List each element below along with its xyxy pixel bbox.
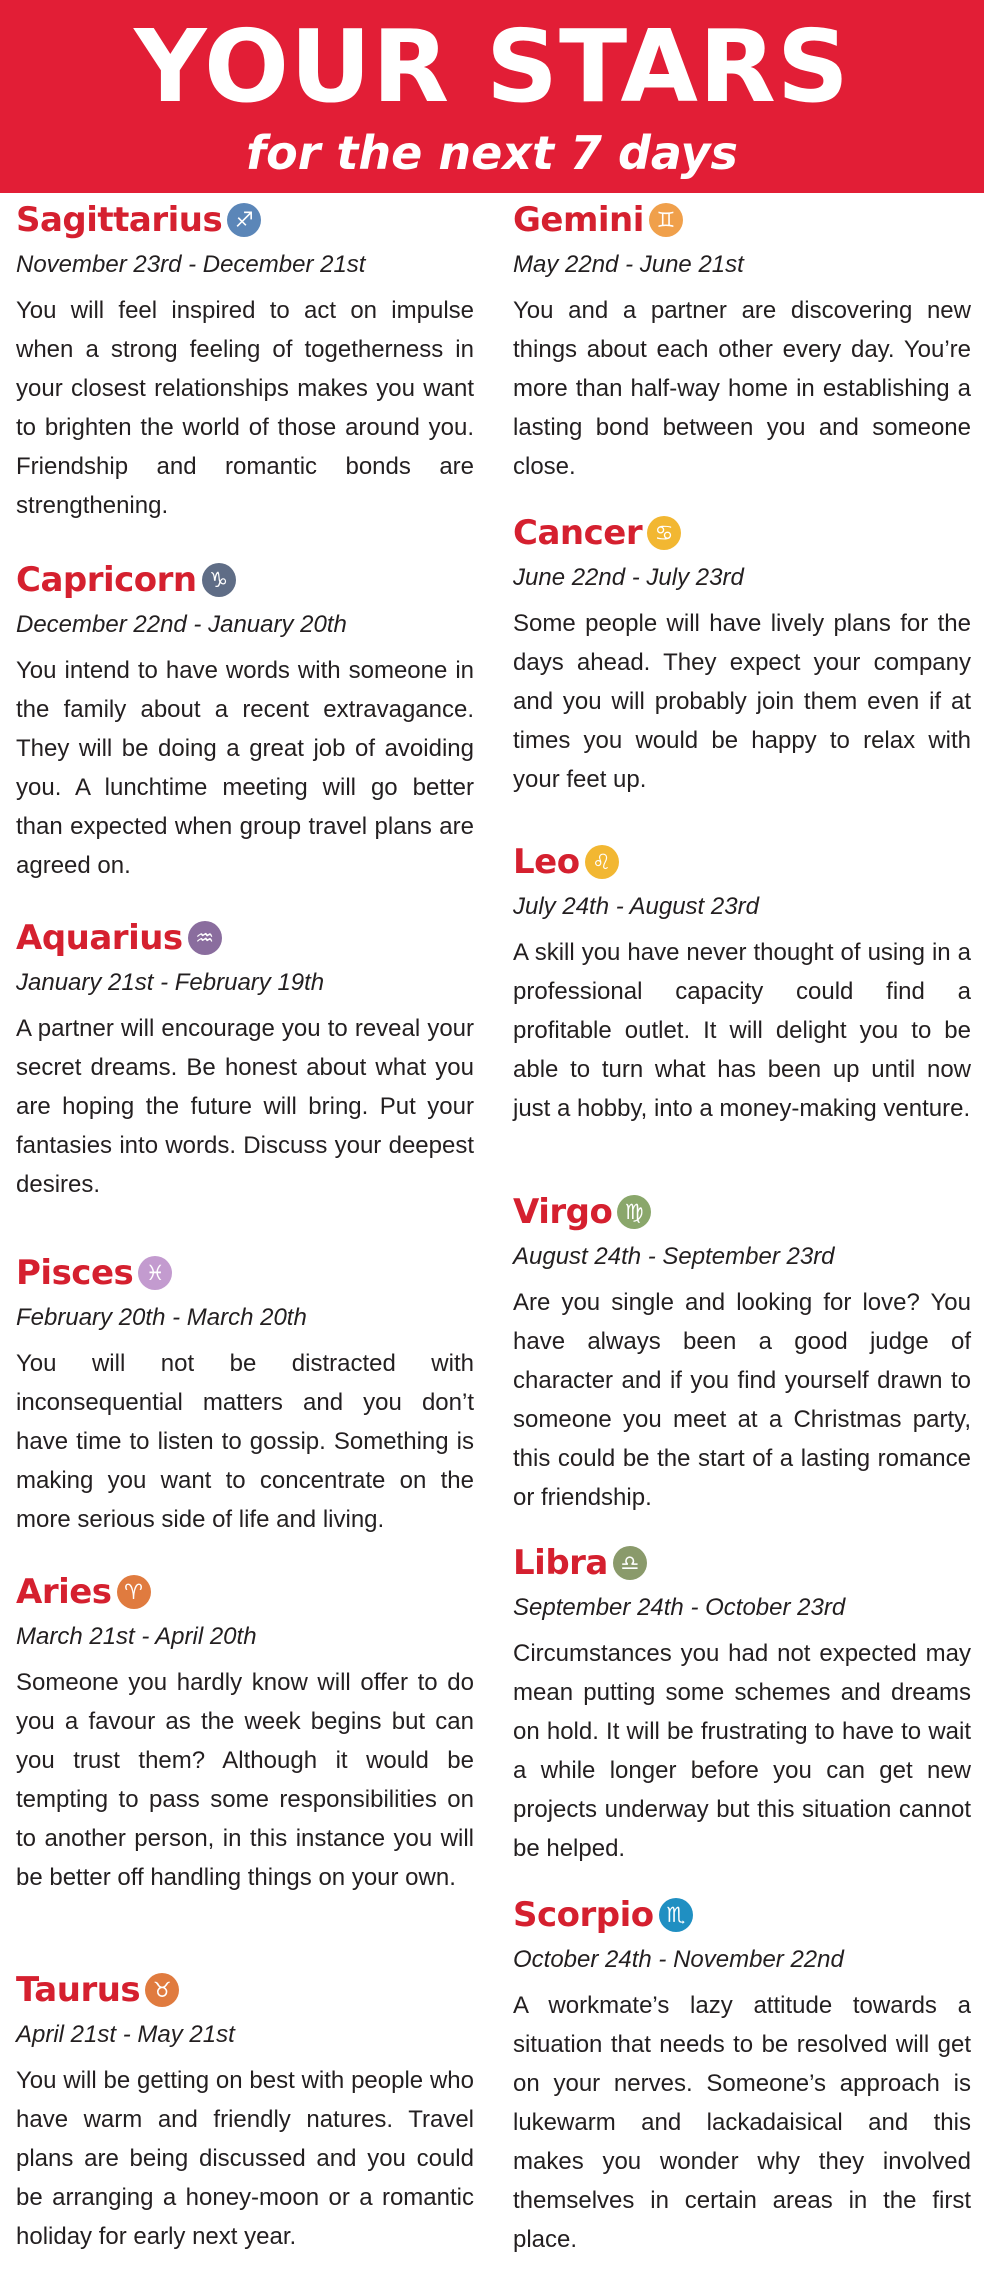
- sign-name: Virgo: [513, 1192, 613, 1232]
- sign-name: Gemini: [513, 200, 644, 240]
- sign-header: [16, 1963, 474, 2017]
- sign-header: [16, 553, 474, 607]
- virgo-icon: ♍: [617, 1195, 651, 1229]
- sign-forecast: Circumstances you had not expected may mean putting some schemes and dreams on hold. It will be frustrating to have to wait a while longer before you can get new projects underway but this situation cannot be helped.: [513, 1640, 971, 1862]
- sign-name: Leo: [513, 842, 580, 882]
- sign-dates: December 22nd - January 20th: [16, 611, 347, 638]
- sign-forecast: You and a partner are discovering new things about each other every day. You’re more than half-way home in establishing a lasting bond between you and someone close.: [513, 297, 971, 480]
- sign-cancer: [513, 506, 971, 799]
- header-banner: [0, 0, 984, 193]
- sign-header: [16, 1246, 474, 1300]
- sign-header: [16, 193, 474, 247]
- sign-header: [16, 911, 474, 965]
- sign-dates: September 24th - October 23rd: [513, 1594, 846, 1621]
- page-title: YOUR STARS: [134, 8, 850, 125]
- sign-pisces: [16, 1246, 474, 1539]
- sign-name: Cancer: [513, 513, 643, 553]
- sign-name: Capricorn: [16, 560, 197, 600]
- sign-forecast: You will not be distracted with inconsequential matters and you don’t have time to listen to gossip. Something is making you want to concentrate on the more serious side of life and living.: [16, 1350, 474, 1533]
- aries-icon: ♈: [117, 1575, 151, 1609]
- sign-dates: February 20th - March 20th: [16, 1304, 307, 1331]
- aquarius-icon: ♒: [188, 921, 222, 955]
- sign-name: Sagittarius: [16, 200, 223, 240]
- sign-name: Aquarius: [16, 918, 183, 958]
- sign-forecast: A workmate’s lazy attitude towards a situation that needs to be resolved will get on your nerves. Someone’s approach is lukewarm and lackadaisical and this makes you wonder why they involved themselves in certain areas in the first place.: [513, 1992, 971, 2253]
- sign-forecast: Someone you hardly know will offer to do you a favour as the week begins but can you trust them? Although it would be tempting to pass some responsibilities on to another person, in this instance you will be better off handling things on your own.: [16, 1669, 474, 1891]
- sign-dates: June 22nd - July 23rd: [513, 564, 744, 591]
- capricorn-icon: ♑: [202, 563, 236, 597]
- sign-scorpio: [513, 1888, 971, 2259]
- sign-dates: August 24th - September 23rd: [513, 1243, 835, 1270]
- scorpio-icon: ♏: [659, 1898, 693, 1932]
- sign-name: Aries: [16, 1572, 112, 1612]
- sagittarius-icon: ♐: [227, 203, 261, 237]
- sign-name: Scorpio: [513, 1895, 654, 1935]
- sign-dates: March 21st - April 20th: [16, 1623, 257, 1650]
- sign-dates: July 24th - August 23rd: [513, 893, 759, 920]
- sign-header: [513, 1536, 971, 1590]
- sign-aries: [16, 1565, 474, 1897]
- pisces-icon: ♓: [138, 1256, 172, 1290]
- sign-forecast: You will feel inspired to act on impulse when a strong feeling of togetherness in your closest relationships makes you want to brighten the world of those around you. Friendship and romantic bonds are strengthening.: [16, 297, 474, 519]
- sign-name: Pisces: [16, 1253, 134, 1293]
- sign-header: [513, 1888, 971, 1942]
- sign-dates: November 23rd - December 21st: [16, 251, 366, 278]
- sign-forecast: You will be getting on best with people who have warm and friendly natures. Travel plans are being discussed and you could be arranging a honey-moon or a romantic holiday for early next year.: [16, 2067, 474, 2250]
- taurus-icon: ♉: [145, 1973, 179, 2007]
- sign-forecast: Are you single and looking for love? You have always been a good judge of character and if you find yourself drawn to someone you meet at a Christmas party, this could be the start of a lasting romance or friendship.: [513, 1289, 971, 1511]
- sign-dates: May 22nd - June 21st: [513, 251, 744, 278]
- sign-header: [513, 506, 971, 560]
- sign-dates: April 21st - May 21st: [16, 2021, 235, 2048]
- sign-header: [513, 193, 971, 247]
- sign-name: Taurus: [16, 1970, 141, 2010]
- leo-icon: ♌: [585, 845, 619, 879]
- sign-header: [513, 835, 971, 889]
- sign-header: [513, 1185, 971, 1239]
- sign-forecast: A partner will encourage you to reveal your secret dreams. Be honest about what you are hoping the future will bring. Put your fantasies into words. Discuss your deepest desires.: [16, 1015, 474, 1198]
- sign-capricorn: [16, 553, 474, 885]
- sign-aquarius: [16, 911, 474, 1204]
- sign-leo: [513, 835, 971, 1128]
- gemini-icon: ♊: [649, 203, 683, 237]
- cancer-icon: ♋: [647, 516, 681, 550]
- sign-forecast: A skill you have never thought of using in a professional capacity could find a profitable outlet. It will delight you to be able to turn what has been up until now just a hobby, into a money-making venture.: [513, 939, 971, 1122]
- sign-forecast: You intend to have words with someone in the family about a recent extravagance. They will be doing a great job of avoiding you. A lunchtime meeting will go better than expected when group travel plans are agreed on.: [16, 657, 474, 879]
- libra-icon: ♎: [613, 1546, 647, 1580]
- sign-dates: October 24th - November 22nd: [513, 1946, 844, 1973]
- sign-forecast: Some people will have lively plans for the days ahead. They expect your company and you will probably join them even if at times you would be happy to relax with your feet up.: [513, 610, 971, 793]
- sign-taurus: [16, 1963, 474, 2256]
- sign-dates: January 21st - February 19th: [16, 969, 325, 996]
- sign-sagittarius: [16, 193, 474, 525]
- sign-libra: [513, 1536, 971, 1868]
- sign-header: [16, 1565, 474, 1619]
- page-subtitle: for the next 7 days: [246, 126, 738, 180]
- sign-name: Libra: [513, 1543, 608, 1583]
- sign-gemini: [513, 193, 971, 486]
- sign-virgo: [513, 1185, 971, 1517]
